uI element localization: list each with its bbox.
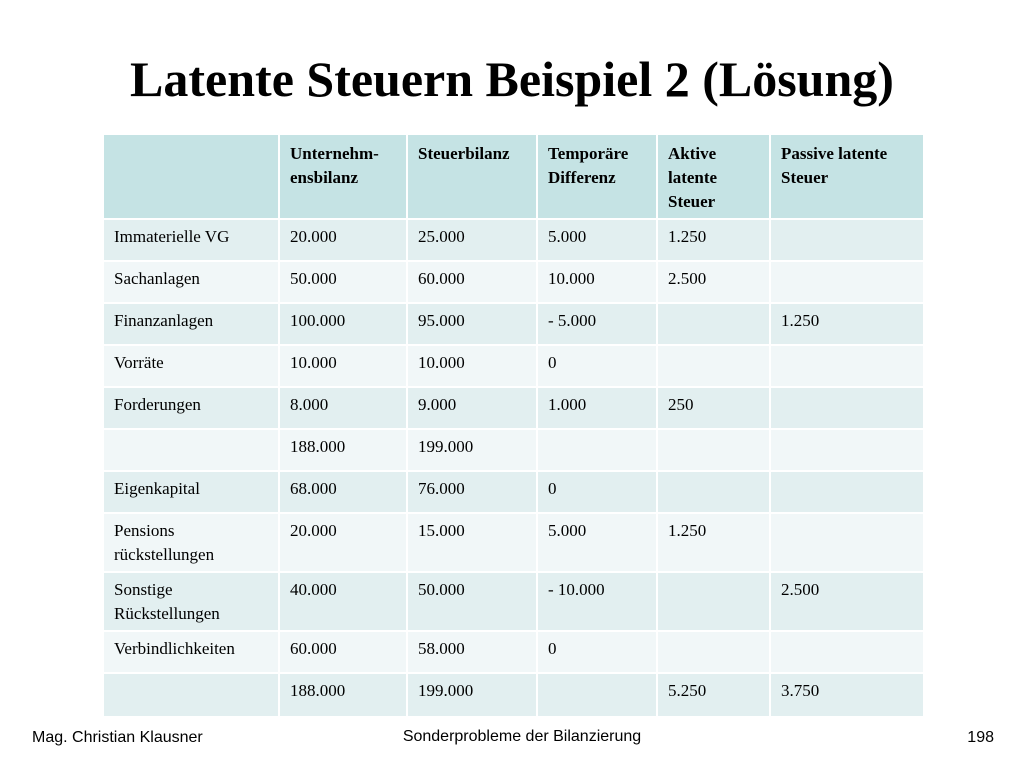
table-cell: 1.000	[537, 387, 657, 429]
table-cell: 50.000	[407, 572, 537, 631]
table-cell: 60.000	[279, 631, 407, 673]
header-cell-aktive-latente-steuer: Aktive latente Steuer	[657, 134, 770, 219]
table-header-row	[103, 134, 924, 219]
table-cell: 2.500	[770, 572, 924, 631]
table-cell: Eigenkapital	[103, 471, 279, 513]
footer-page-number: 198	[967, 729, 994, 746]
table-cell: Sonstige Rückstellungen	[103, 572, 279, 631]
table-row	[103, 345, 924, 387]
table-row	[103, 673, 924, 717]
table-cell	[657, 572, 770, 631]
table-cell: 5.000	[537, 219, 657, 261]
table-cell: 1.250	[657, 513, 770, 572]
table-cell: 100.000	[279, 303, 407, 345]
table-row	[103, 429, 924, 471]
table-cell	[770, 471, 924, 513]
header-cell-steuerbilanz: Steuerbilanz	[407, 134, 537, 219]
table-cell: 5.250	[657, 673, 770, 717]
table-cell: 25.000	[407, 219, 537, 261]
header-cell-label	[103, 134, 279, 219]
table-cell	[770, 429, 924, 471]
table-row	[103, 572, 924, 631]
table-cell: 10.000	[537, 261, 657, 303]
table-cell: 0	[537, 345, 657, 387]
tax-table	[102, 133, 925, 718]
table-cell	[103, 429, 279, 471]
table-cell: 3.750	[770, 673, 924, 717]
table-cell: - 10.000	[537, 572, 657, 631]
table-cell: Vorräte	[103, 345, 279, 387]
slide-title: Latente Steuern Beispiel 2 (Lösung)	[130, 51, 894, 107]
table-row	[103, 219, 924, 261]
table-cell: 250	[657, 387, 770, 429]
table-cell: 199.000	[407, 673, 537, 717]
table-cell: 68.000	[279, 471, 407, 513]
table-cell	[657, 471, 770, 513]
table-cell: 10.000	[407, 345, 537, 387]
table-cell: 58.000	[407, 631, 537, 673]
table-cell: 60.000	[407, 261, 537, 303]
table-cell: 76.000	[407, 471, 537, 513]
table-cell: 199.000	[407, 429, 537, 471]
table-cell: Verbindlichkeiten	[103, 631, 279, 673]
table-cell	[657, 303, 770, 345]
table-cell: 20.000	[279, 513, 407, 572]
table-row	[103, 471, 924, 513]
table-cell: Sachanlagen	[103, 261, 279, 303]
table-cell: 0	[537, 471, 657, 513]
table-cell: Forderungen	[103, 387, 279, 429]
header-cell-temporaere-differenz: Temporäre Differenz	[537, 134, 657, 219]
table-row	[103, 387, 924, 429]
footer-author: Mag. Christian Klausner	[32, 729, 203, 746]
table-cell	[770, 261, 924, 303]
table-body	[103, 219, 924, 717]
table-cell: Pensions rückstellungen	[103, 513, 279, 572]
table-cell: 188.000	[279, 429, 407, 471]
header-cell-unternehmensbilanz: Unternehm- ensbilanz	[279, 134, 407, 219]
table-cell: - 5.000	[537, 303, 657, 345]
table-cell: 5.000	[537, 513, 657, 572]
table-cell: 40.000	[279, 572, 407, 631]
footer-topic: Sonderprobleme der Bilanzierung	[402, 728, 642, 745]
table-cell	[103, 673, 279, 717]
table-row	[103, 261, 924, 303]
table-cell	[657, 429, 770, 471]
table-cell: 50.000	[279, 261, 407, 303]
table-cell	[770, 387, 924, 429]
table-cell: 0	[537, 631, 657, 673]
table-cell: 1.250	[657, 219, 770, 261]
table-cell: 2.500	[657, 261, 770, 303]
table-cell	[770, 345, 924, 387]
table-cell: 188.000	[279, 673, 407, 717]
table-cell: 95.000	[407, 303, 537, 345]
table-row	[103, 303, 924, 345]
table-cell	[657, 631, 770, 673]
header-cell-passive-latente-steuer: Passive latente Steuer	[770, 134, 924, 219]
table-cell	[770, 631, 924, 673]
table-row	[103, 513, 924, 572]
table-cell: Finanzanlagen	[103, 303, 279, 345]
table-cell	[657, 345, 770, 387]
table-cell: 20.000	[279, 219, 407, 261]
table-cell: 8.000	[279, 387, 407, 429]
table-cell	[770, 513, 924, 572]
table-cell	[537, 429, 657, 471]
table-cell: 10.000	[279, 345, 407, 387]
table-row	[103, 631, 924, 673]
table-cell: 1.250	[770, 303, 924, 345]
table-cell: 9.000	[407, 387, 537, 429]
table-cell	[537, 673, 657, 717]
table-cell: 15.000	[407, 513, 537, 572]
table-cell: Immaterielle VG	[103, 219, 279, 261]
table-cell	[770, 219, 924, 261]
